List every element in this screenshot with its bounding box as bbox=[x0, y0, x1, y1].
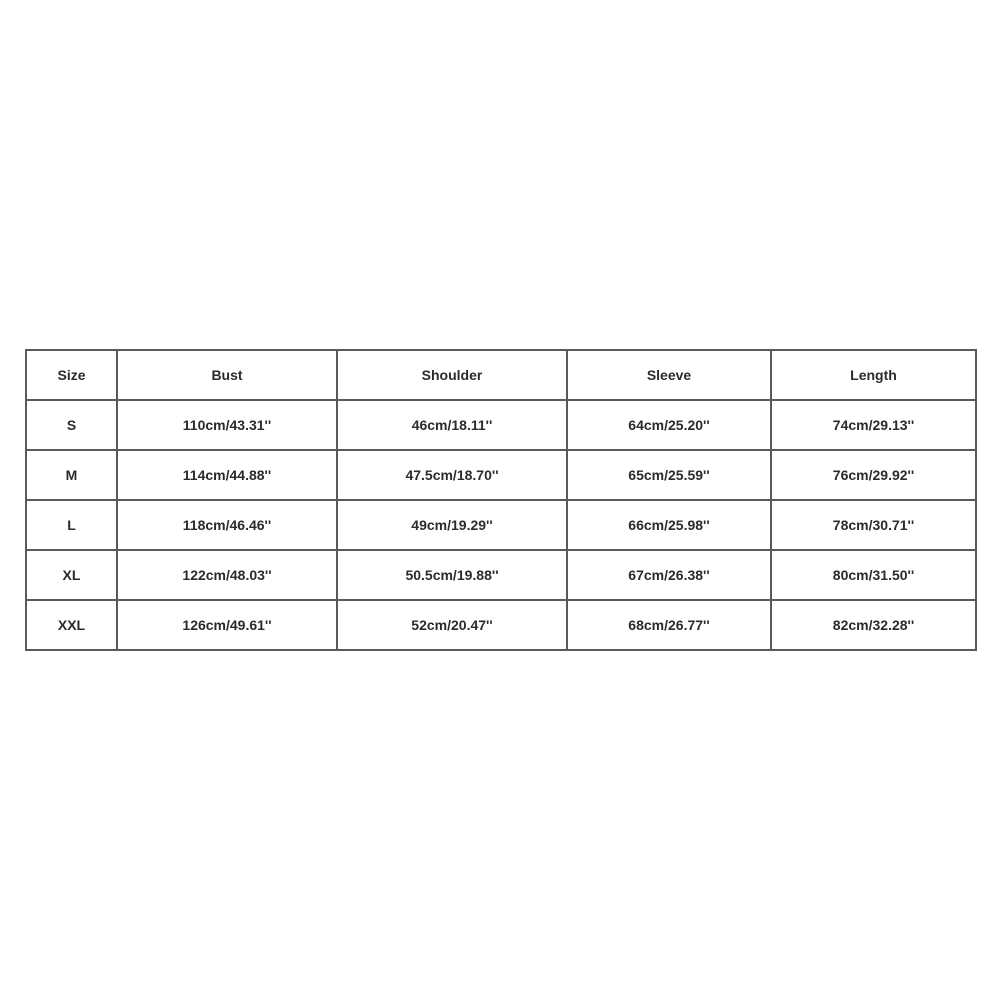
header-bust: Bust bbox=[117, 350, 337, 400]
table-row bbox=[26, 600, 976, 650]
cell-sleeve: 64cm/25.20'' bbox=[567, 400, 771, 450]
header-row bbox=[26, 350, 976, 400]
cell-bust: 122cm/48.03'' bbox=[117, 550, 337, 600]
cell-shoulder: 50.5cm/19.88'' bbox=[337, 550, 567, 600]
cell-length: 76cm/29.92'' bbox=[771, 450, 976, 500]
table-row bbox=[26, 450, 976, 500]
header-length: Length bbox=[771, 350, 976, 400]
size-chart-body bbox=[26, 400, 976, 650]
cell-size: XXL bbox=[26, 600, 117, 650]
cell-size: S bbox=[26, 400, 117, 450]
cell-sleeve: 65cm/25.59'' bbox=[567, 450, 771, 500]
cell-size: XL bbox=[26, 550, 117, 600]
header-size: Size bbox=[26, 350, 117, 400]
size-chart-header bbox=[26, 350, 976, 400]
table-row bbox=[26, 500, 976, 550]
cell-length: 82cm/32.28'' bbox=[771, 600, 976, 650]
size-chart-table bbox=[25, 349, 977, 651]
cell-length: 74cm/29.13'' bbox=[771, 400, 976, 450]
cell-sleeve: 68cm/26.77'' bbox=[567, 600, 771, 650]
cell-bust: 110cm/43.31'' bbox=[117, 400, 337, 450]
table-row bbox=[26, 400, 976, 450]
cell-bust: 126cm/49.61'' bbox=[117, 600, 337, 650]
cell-shoulder: 47.5cm/18.70'' bbox=[337, 450, 567, 500]
cell-size: L bbox=[26, 500, 117, 550]
header-shoulder: Shoulder bbox=[337, 350, 567, 400]
cell-bust: 114cm/44.88'' bbox=[117, 450, 337, 500]
table-row bbox=[26, 550, 976, 600]
cell-shoulder: 46cm/18.11'' bbox=[337, 400, 567, 450]
cell-bust: 118cm/46.46'' bbox=[117, 500, 337, 550]
cell-length: 78cm/30.71'' bbox=[771, 500, 976, 550]
cell-shoulder: 52cm/20.47'' bbox=[337, 600, 567, 650]
header-sleeve: Sleeve bbox=[567, 350, 771, 400]
cell-shoulder: 49cm/19.29'' bbox=[337, 500, 567, 550]
cell-sleeve: 67cm/26.38'' bbox=[567, 550, 771, 600]
cell-sleeve: 66cm/25.98'' bbox=[567, 500, 771, 550]
cell-length: 80cm/31.50'' bbox=[771, 550, 976, 600]
cell-size: M bbox=[26, 450, 117, 500]
